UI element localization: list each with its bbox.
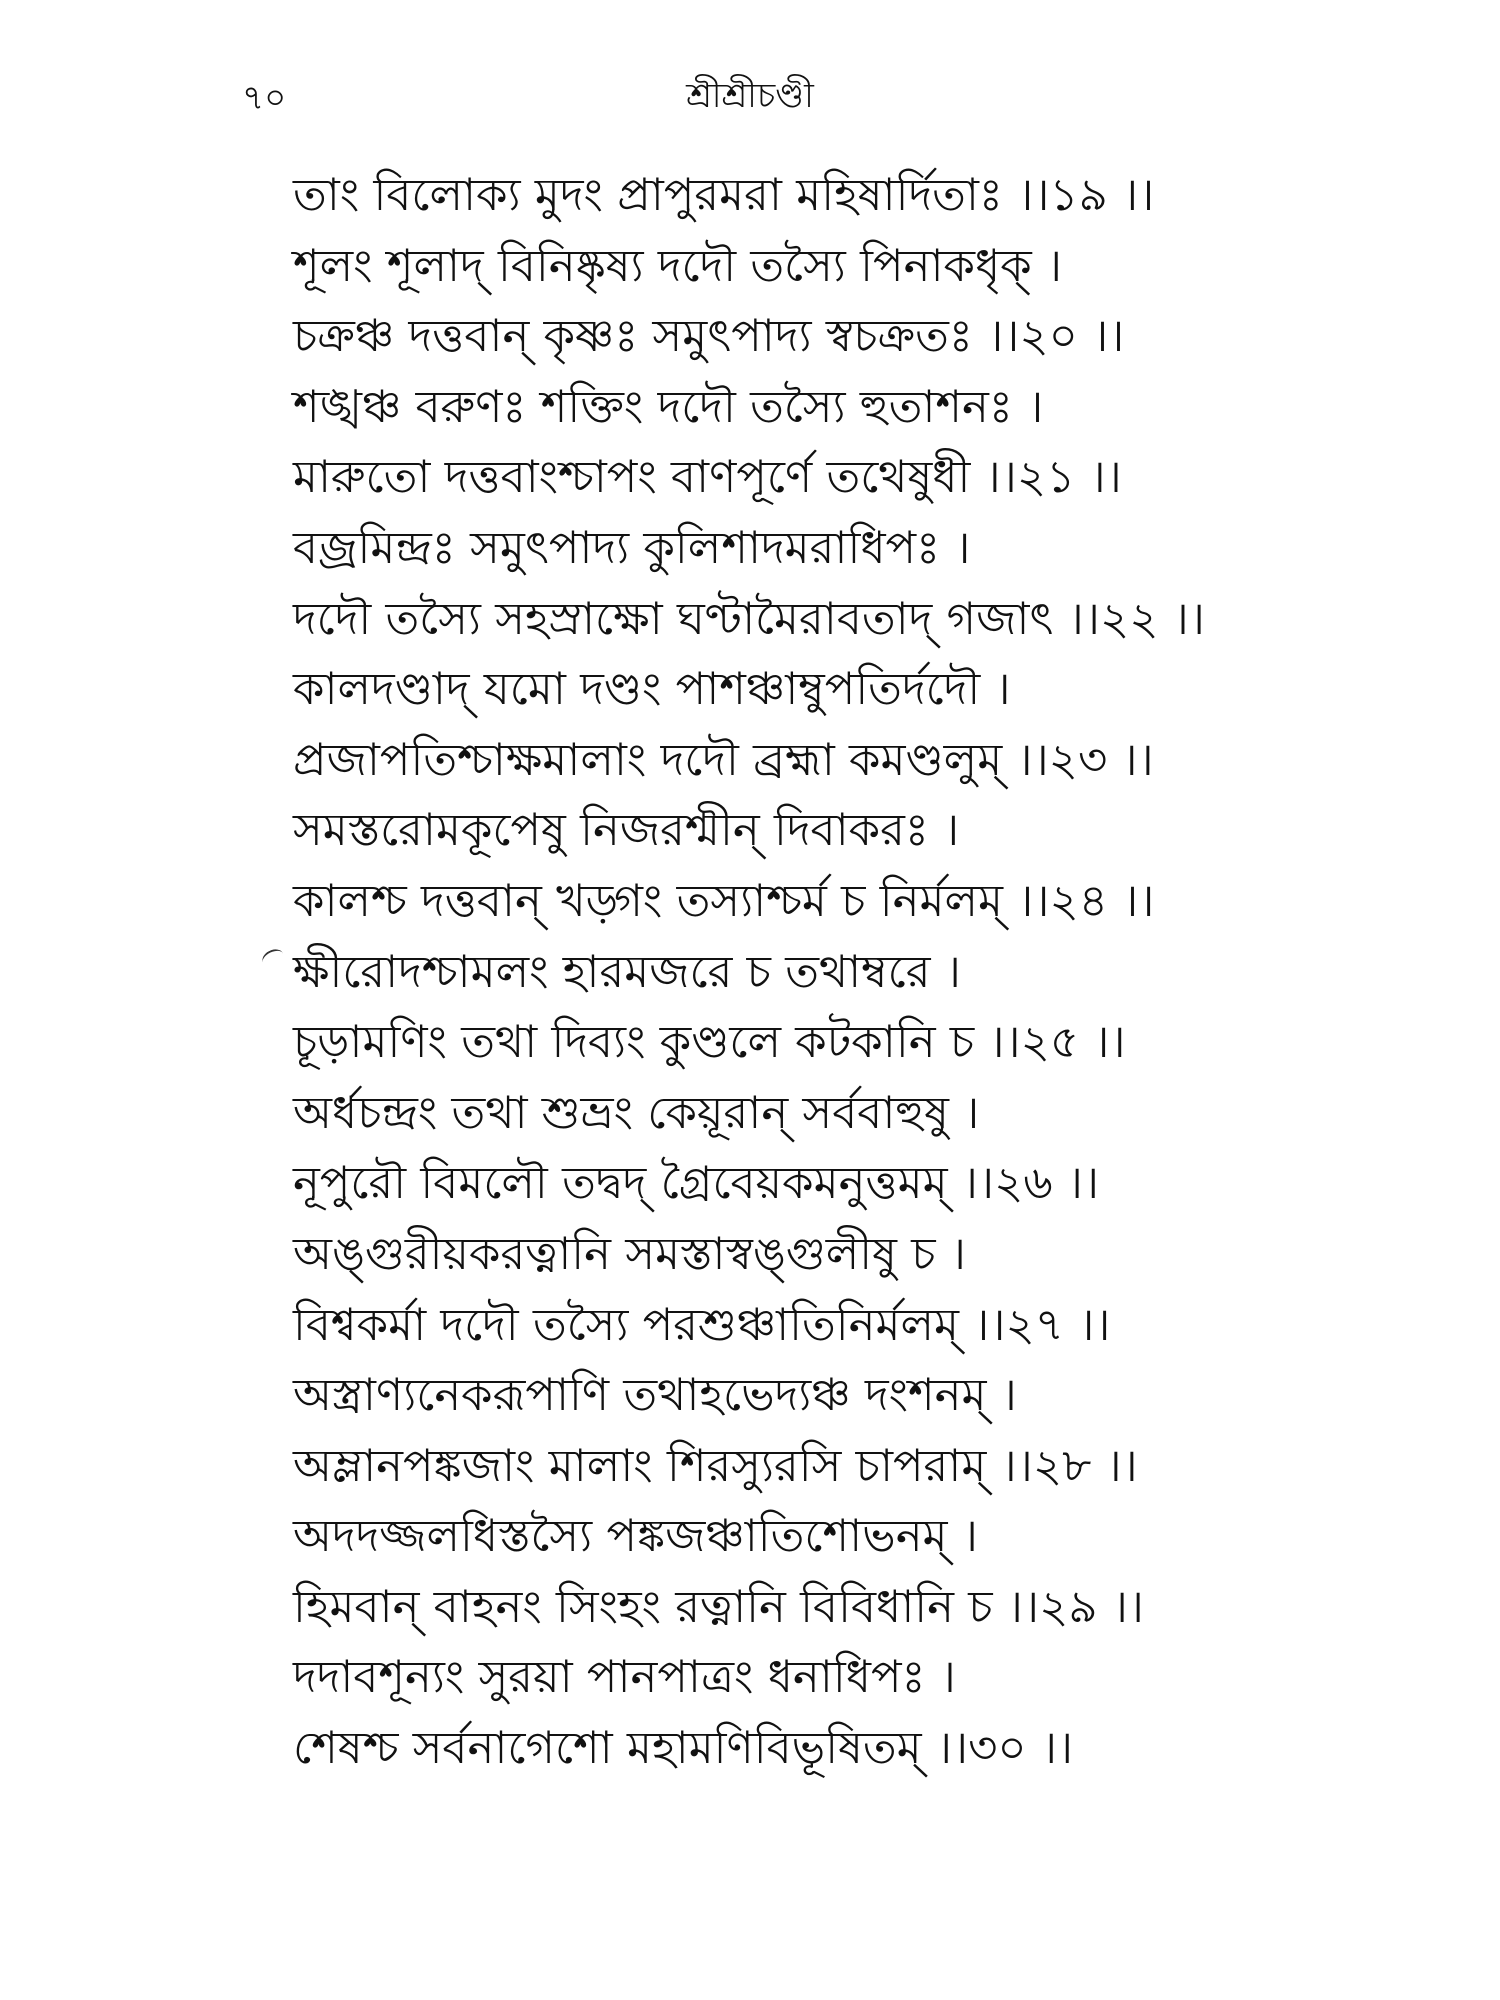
verse-line: বিশ্বকর্মা দদৌ তস্যৈ পরশুঞ্চাতিনির্মলম্ ।।২৭ ।। bbox=[293, 1297, 1111, 1351]
verse-line: কালশ্চ দত্তবান্ খড়্গং তস্যাশ্চর্ম চ নির্মলম্ ।।২৪ ।। bbox=[293, 873, 1155, 927]
verse-line: তাং বিলোক্য মুদং প্রাপুরমরা মহিষার্দিতাঃ ।।১৯ ।। bbox=[293, 168, 1155, 221]
page-number: ৭০ bbox=[242, 78, 287, 118]
verse-line: নূপুরৌ বিমলৌ তদ্বদ্ গ্রৈবেয়কমনুত্তমম্ ।।২৬ ।। bbox=[293, 1156, 1100, 1210]
verse-line: হিমবান্ বাহনং সিংহং রত্নানি বিবিধানি চ ।।২৯ ।। bbox=[293, 1579, 1145, 1633]
margin-mark bbox=[260, 946, 287, 970]
verse-line: শূলং শূলাদ্ বিনিষ্কৃষ্য দদৌ তস্যৈ পিনাকধৃক্ । bbox=[293, 238, 1063, 292]
verse-line: অঙ্গুরীয়করত্নানি সমস্তাস্বঙ্গুলীষু চ । bbox=[293, 1226, 966, 1280]
verse-line: শঙ্খঞ্চ বরুণঃ শক্তিং দদৌ তস্যৈ হুতাশনঃ । bbox=[293, 379, 1044, 433]
verse-line: চূড়ামণিং তথা দিব্যং কুণ্ডলে কটকানি চ ।।২৫ ।। bbox=[293, 1015, 1126, 1069]
verse-line: ক্ষীরোদশ্চামলং হারমজরে চ তথাম্বরে । bbox=[293, 944, 961, 998]
verse-line: অদদজ্জলধিস্তস্যৈ পঙ্কজঞ্চাতিশোভনম্ । bbox=[293, 1509, 978, 1563]
verse-line: অর্ধচন্দ্রং তথা শুভ্রং কেয়ূরান্ সর্ববাহুষু । bbox=[293, 1085, 980, 1139]
running-head-title: শ্রীশ্রীচণ্ডী bbox=[686, 76, 814, 116]
verse-line: শেষশ্চ সর্বনাগেশো মহামণিবিভূষিতম্ ।।৩০ ।। bbox=[293, 1721, 1074, 1775]
verse-line: চক্রঞ্চ দত্তবান্ কৃষ্ণঃ সমুৎপাদ্য স্বচক্রতঃ ।।২০ ।। bbox=[293, 309, 1125, 363]
verse-line: দদৌ তস্যৈ সহস্রাক্ষো ঘণ্টামৈরাবতাদ্ গজাৎ ।।২২ ।। bbox=[293, 591, 1205, 645]
verse-line: কালদণ্ডাদ্ যমো দণ্ডং পাশঞ্চাম্বুপতির্দদৌ । bbox=[293, 662, 1011, 716]
verse-line: অম্লানপঙ্কজাং মালাং শিরস্যুরসি চাপরাম্ ।।২৮ ।। bbox=[293, 1438, 1138, 1492]
verse-line: অস্ত্রাণ্যনেকরূপাণি তথাহভেদ্যঞ্চ দংশনম্ । bbox=[293, 1368, 1017, 1422]
verse-line: মারুতো দত্তবাংশ্চাপং বাণপূর্ণে তথেষুধী ।।২১ ।। bbox=[293, 450, 1122, 504]
verse-line: বজ্রমিন্দ্রঃ সমুৎপাদ্য কুলিশাদমরাধিপঃ । bbox=[293, 520, 971, 574]
verse-line: প্রজাপতিশ্চাক্ষমালাং দদৌ ব্রহ্মা কমণ্ডলুম্ ।।২৩ ।। bbox=[293, 732, 1154, 786]
verse-list bbox=[293, 160, 1443, 1784]
verse-line: সমস্তরোমকূপেষু নিজরশ্মীন্ দিবাকরঃ । bbox=[293, 803, 960, 857]
verse-line: দদাবশূন্যং সুরয়া পানপাত্রং ধনাধিপঃ । bbox=[293, 1650, 956, 1704]
